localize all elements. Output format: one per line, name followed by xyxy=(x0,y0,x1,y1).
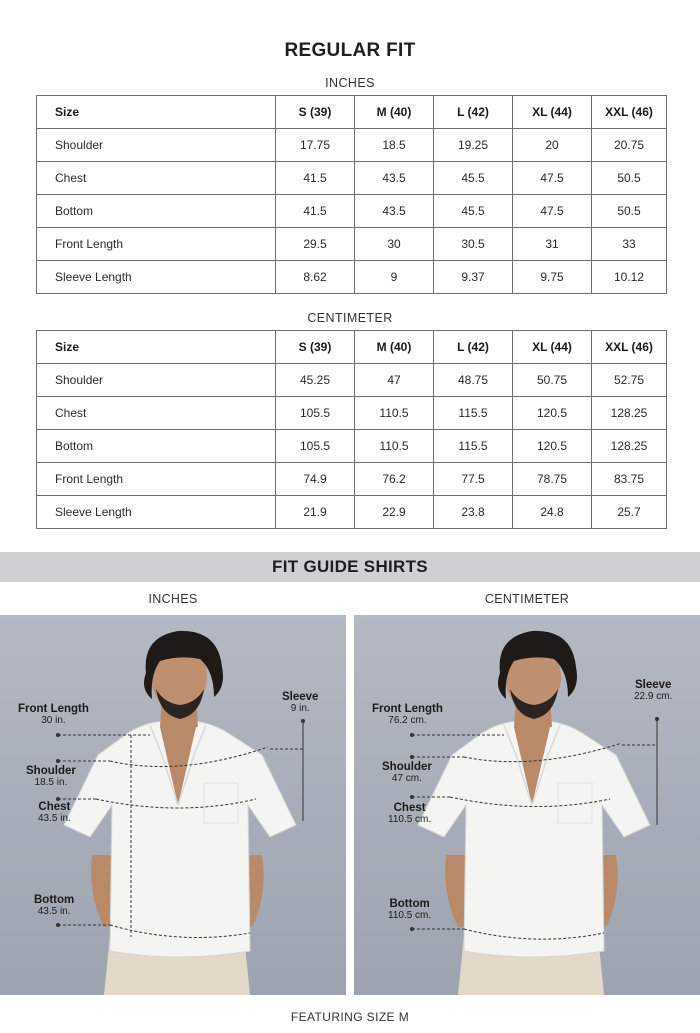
page-title: REGULAR FIT xyxy=(284,40,416,61)
table-cell: 43.5 xyxy=(355,162,434,195)
table-cell: 30 xyxy=(355,228,434,261)
table-cell: 74.9 xyxy=(276,463,355,496)
table-cell: 128.25 xyxy=(592,430,667,463)
table-cell: 105.5 xyxy=(276,397,355,430)
footer-note: FEATURING SIZE M xyxy=(290,1010,410,1024)
row-label: Bottom xyxy=(37,430,276,463)
header-cell: M (40) xyxy=(355,96,434,129)
table-cell: 47.5 xyxy=(513,195,592,228)
table-cell: 115.5 xyxy=(434,397,513,430)
callout-value: 43.5 in. xyxy=(38,813,71,824)
inches-table-caption: INCHES xyxy=(325,76,375,90)
table-cell: 105.5 xyxy=(276,430,355,463)
table-row xyxy=(37,228,667,261)
row-label: Front Length xyxy=(37,463,276,496)
table-cell: 19.25 xyxy=(434,129,513,162)
header-cell: XXL (46) xyxy=(592,331,667,364)
callout-sleeve xyxy=(282,691,318,714)
table-cell: 24.8 xyxy=(513,496,592,529)
callout-label: Front Length xyxy=(18,703,89,715)
callout-chest xyxy=(38,801,71,824)
row-label: Bottom xyxy=(37,195,276,228)
callout-bottom xyxy=(388,898,431,921)
table-row xyxy=(37,463,667,496)
table-cell: 120.5 xyxy=(513,397,592,430)
callout-front-length xyxy=(18,703,89,726)
table-cell: 8.62 xyxy=(276,261,355,294)
table-cell: 20 xyxy=(513,129,592,162)
table-row xyxy=(37,430,667,463)
callout-label: Bottom xyxy=(34,894,75,906)
table-cell: 29.5 xyxy=(276,228,355,261)
row-label: Front Length xyxy=(37,228,276,261)
table-cell: 23.8 xyxy=(434,496,513,529)
table-row xyxy=(37,129,667,162)
table-cell: 22.9 xyxy=(355,496,434,529)
row-label: Chest xyxy=(37,397,276,430)
table-cell: 45.5 xyxy=(434,195,513,228)
callout-chest xyxy=(388,802,431,825)
table-cell: 120.5 xyxy=(513,430,592,463)
callout-bottom xyxy=(34,894,74,917)
callout-value: 110.5 cm. xyxy=(388,910,432,921)
table-row xyxy=(37,195,667,228)
callout-front-length xyxy=(372,703,443,726)
table-cell: 41.5 xyxy=(276,162,355,195)
callout-label: Sleeve xyxy=(282,691,319,703)
callout-value: 22.9 cm. xyxy=(634,691,673,702)
fit-guide-inches-caption: INCHES xyxy=(148,592,198,606)
table-cell: 48.75 xyxy=(434,364,513,397)
table-cell: 47 xyxy=(355,364,434,397)
fit-guide-centimeter-caption: CENTIMETER xyxy=(484,592,570,606)
header-cell: XL (44) xyxy=(513,331,592,364)
row-label: Shoulder xyxy=(37,364,276,397)
callout-label: Shoulder xyxy=(26,765,76,777)
table-cell: 50.5 xyxy=(592,162,667,195)
table-cell: 31 xyxy=(513,228,592,261)
table-cell: 30.5 xyxy=(434,228,513,261)
callout-shoulder xyxy=(382,761,432,784)
table-cell: 83.75 xyxy=(592,463,667,496)
header-cell: Size xyxy=(37,96,276,129)
header-cell: L (42) xyxy=(434,331,513,364)
table-cell: 110.5 xyxy=(355,397,434,430)
table-cell: 17.75 xyxy=(276,129,355,162)
model-photo-centimeter xyxy=(354,615,700,995)
header-cell: L (42) xyxy=(434,96,513,129)
table-cell: 43.5 xyxy=(355,195,434,228)
callout-value: 30 in. xyxy=(41,715,66,726)
callout-value: 43.5 in. xyxy=(37,906,71,917)
callout-value: 47 cm. xyxy=(391,773,422,784)
callout-shoulder xyxy=(26,765,76,788)
table-cell: 76.2 xyxy=(355,463,434,496)
table-cell: 33 xyxy=(592,228,667,261)
centimeter-table-caption: CENTIMETER xyxy=(307,311,393,325)
table-header-row xyxy=(37,96,667,129)
table-cell: 21.9 xyxy=(276,496,355,529)
table-row xyxy=(37,162,667,195)
header-cell: XXL (46) xyxy=(592,96,667,129)
table-cell: 25.7 xyxy=(592,496,667,529)
table-cell: 9.37 xyxy=(434,261,513,294)
table-row xyxy=(37,261,667,294)
callout-sleeve xyxy=(634,679,672,702)
header-cell: Size xyxy=(37,331,276,364)
callout-label: Front Length xyxy=(372,703,443,715)
table-cell: 9.75 xyxy=(513,261,592,294)
table-cell: 115.5 xyxy=(434,430,513,463)
callout-value: 76.2 cm. xyxy=(388,715,427,726)
table-cell: 45.5 xyxy=(434,162,513,195)
callout-label: Chest xyxy=(38,801,71,813)
row-label: Chest xyxy=(37,162,276,195)
model-photo-inches xyxy=(0,615,346,995)
table-cell: 10.12 xyxy=(592,261,667,294)
row-label: Sleeve Length xyxy=(37,496,276,529)
table-cell: 20.75 xyxy=(592,129,667,162)
fit-guide-heading: FIT GUIDE SHIRTS xyxy=(0,552,700,582)
table-cell: 50.75 xyxy=(513,364,592,397)
callout-value: 110.5 cm. xyxy=(388,814,432,825)
table-cell: 18.5 xyxy=(355,129,434,162)
size-table-centimeter xyxy=(36,330,667,529)
table-cell: 9 xyxy=(355,261,434,294)
callout-label: Chest xyxy=(393,802,426,814)
table-cell: 45.25 xyxy=(276,364,355,397)
row-label: Sleeve Length xyxy=(37,261,276,294)
table-cell: 78.75 xyxy=(513,463,592,496)
header-cell: M (40) xyxy=(355,331,434,364)
row-label: Shoulder xyxy=(37,129,276,162)
table-cell: 52.75 xyxy=(592,364,667,397)
header-cell: S (39) xyxy=(276,331,355,364)
header-cell: S (39) xyxy=(276,96,355,129)
table-cell: 47.5 xyxy=(513,162,592,195)
table-cell: 128.25 xyxy=(592,397,667,430)
callout-label: Bottom xyxy=(389,898,430,910)
table-row xyxy=(37,397,667,430)
table-row xyxy=(37,364,667,397)
size-table-inches xyxy=(36,95,667,294)
callout-label: Shoulder xyxy=(382,761,432,773)
table-row xyxy=(37,496,667,529)
callout-label: Sleeve xyxy=(634,679,672,691)
header-cell: XL (44) xyxy=(513,96,592,129)
table-cell: 41.5 xyxy=(276,195,355,228)
table-header-row xyxy=(37,331,667,364)
callout-value: 18.5 in. xyxy=(34,777,68,788)
callout-value: 9 in. xyxy=(290,703,310,714)
table-cell: 77.5 xyxy=(434,463,513,496)
table-cell: 50.5 xyxy=(592,195,667,228)
table-cell: 110.5 xyxy=(355,430,434,463)
